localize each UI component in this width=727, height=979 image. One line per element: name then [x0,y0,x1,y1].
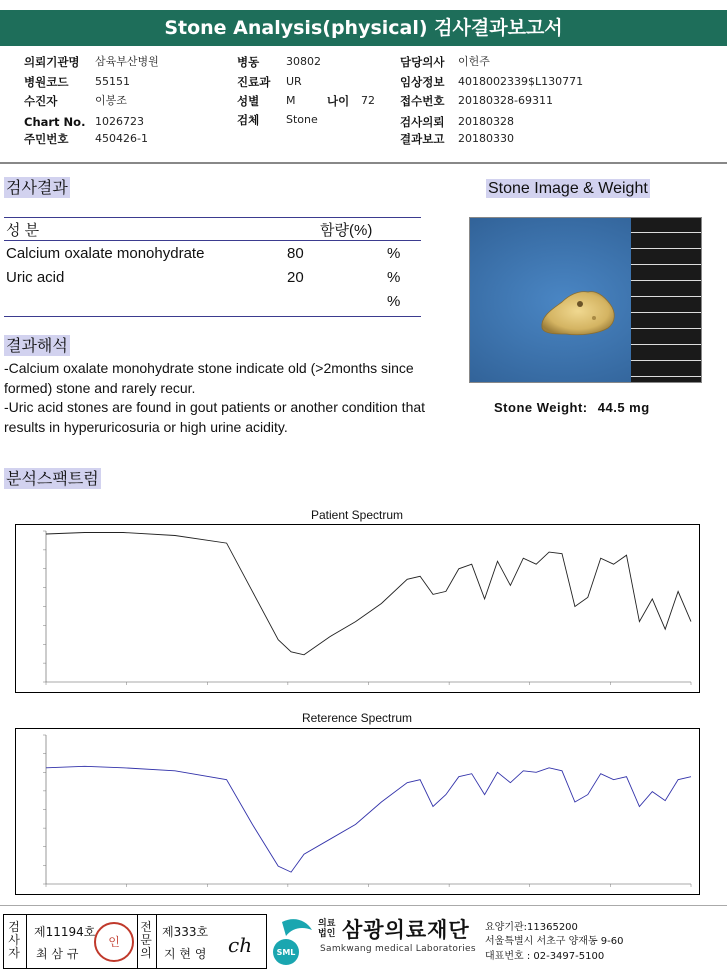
doctor-label: 담당의사 [400,55,445,69]
info-receipt [400,93,553,109]
info-code [24,74,130,90]
header-divider [0,162,727,164]
sig-divider-3 [156,915,157,968]
info-clinical [400,74,584,90]
sml-logo-svg [272,916,318,966]
hospital-value: 삼육부산병원 [95,55,159,68]
clinical-value: 4018002339$L130771 [458,75,584,88]
specialist-vertical-label: 전문의 [140,920,152,960]
report-title: Stone Analysis(physical) 검사결과보고서 [0,10,727,46]
corp-english-name: Samkwang medical Laboratories [320,944,476,954]
age-label: 나이 [327,94,350,108]
specimen-value: Stone [286,113,318,126]
receipt-value: 20180328-69311 [458,94,553,107]
spectra-heading [4,469,101,489]
stone-heading [486,178,650,199]
info-report [400,131,514,147]
report-date-value: 20180330 [458,132,514,145]
corp-name: 삼광의료재단 [342,918,470,942]
id-value: 450426-1 [95,132,148,145]
info-sex [237,93,296,109]
sml-logo-text: SML [276,948,296,957]
recipient-value: 이봉조 [95,94,127,107]
sml-logo [272,916,318,966]
stone-weight [494,400,650,415]
specialist-name: 지 현 영 [164,947,207,961]
recipient-label: 수진자 [24,94,58,108]
row1-name: Calcium oxalate monohydrate [6,245,205,262]
spectrum-axis [46,531,691,682]
stone-weight-label: Stone Weight: [494,400,588,415]
reference-spectrum-title: Reterence Spectrum [301,711,413,725]
request-value: 20180328 [458,115,514,128]
inspector-vertical-label: 검사자 [8,920,20,960]
corp-small-label: 의료 법인 [318,919,336,939]
stone-heading-text: Stone Image & Weight [488,180,648,197]
patient-spectrum-chart [15,524,700,693]
specialist-license: 제333호 [162,925,209,939]
spectrum-line-patient [46,533,691,655]
request-label: 검사의뢰 [400,115,445,129]
sex-label: 성별 [237,94,260,108]
spectrum-line-reference [46,766,691,872]
inspector-name: 최 삼 규 [36,947,79,961]
results-header-rule [4,240,421,241]
dept-label: 진료과 [237,75,271,89]
row2-name: Uric acid [6,269,65,286]
results-bottom-rule [4,316,421,317]
code-label: 병원코드 [24,75,69,89]
results-heading [4,178,70,198]
doctor-value: 이헌주 [458,55,490,68]
row1-value: 80 [287,245,304,262]
age-value: 72 [361,94,375,107]
ward-value: 30802 [286,55,321,68]
interp-heading [4,336,70,356]
hospital-label: 의뢰기관명 [24,55,80,69]
spectra-heading-text: 분석스팩트럼 [6,469,99,488]
ward-label: 병동 [237,55,260,69]
clinical-label: 임상정보 [400,75,445,89]
id-label: 주민번호 [24,132,69,146]
seal-stamp: 인 [94,922,134,962]
sig-divider-1 [26,915,27,968]
dept-value: UR [286,75,302,88]
info-age [327,93,375,109]
row1-unit: % [387,245,401,262]
signature-box [3,914,267,969]
col-amount: 함량(%) [320,222,373,239]
sig-divider-2 [137,915,138,968]
interp-heading-text: 결과해석 [6,336,68,355]
row2-value: 20 [287,269,304,286]
col-component: 성 분 [6,222,40,239]
info-hospital [24,54,159,70]
interp-line1: -Calcium oxalate monohydrate stone indicate old (>2months since formed) stone and rarely recur. [4,360,414,396]
info-request [400,114,514,130]
code-value: 55151 [95,75,130,88]
corp-phone: 대표번호 : 02-3497-5100 [485,951,605,962]
patient-spectrum-title: Patient Spectrum [310,508,404,522]
stone-photo [469,217,702,383]
reference-spectrum-svg [16,729,699,894]
row2-unit: % [387,269,401,286]
footer-divider [0,905,727,906]
specialist-signature: ch [228,933,253,957]
info-ward [237,54,321,70]
results-heading-text: 검사결과 [6,178,68,197]
inspector-license: 제11194호 [34,925,96,939]
chart-label: Chart No. [24,115,86,129]
info-chart [24,114,144,130]
stone-pit [577,301,583,307]
facility-number: 요양기관:11365200 [485,922,578,933]
info-id [24,131,148,147]
stone-weight-value: 44.5 mg [597,400,650,415]
info-specimen [237,112,318,128]
info-dept [237,74,302,90]
row3-unit: % [387,293,401,310]
report-label: 결과보고 [400,132,445,146]
info-doctor [400,54,490,70]
corp-address: 서울특별시 서초구 양재동 9-60 [485,936,624,947]
spectrum-axis [46,735,691,884]
ruler [631,218,701,383]
interp-line2: -Uric acid stones are found in gout patients or another condition that results in hyperuricosuria or high urine acidity. [4,399,426,435]
stone-spot [592,316,596,320]
sex-value: M [286,94,296,107]
info-recipient [24,93,127,109]
results-top-rule [4,217,421,218]
receipt-label: 접수번호 [400,94,445,108]
reference-spectrum-chart [15,728,700,895]
patient-spectrum-svg [16,525,699,692]
chart-value: 1026723 [95,115,144,128]
specimen-label: 검체 [237,113,260,127]
